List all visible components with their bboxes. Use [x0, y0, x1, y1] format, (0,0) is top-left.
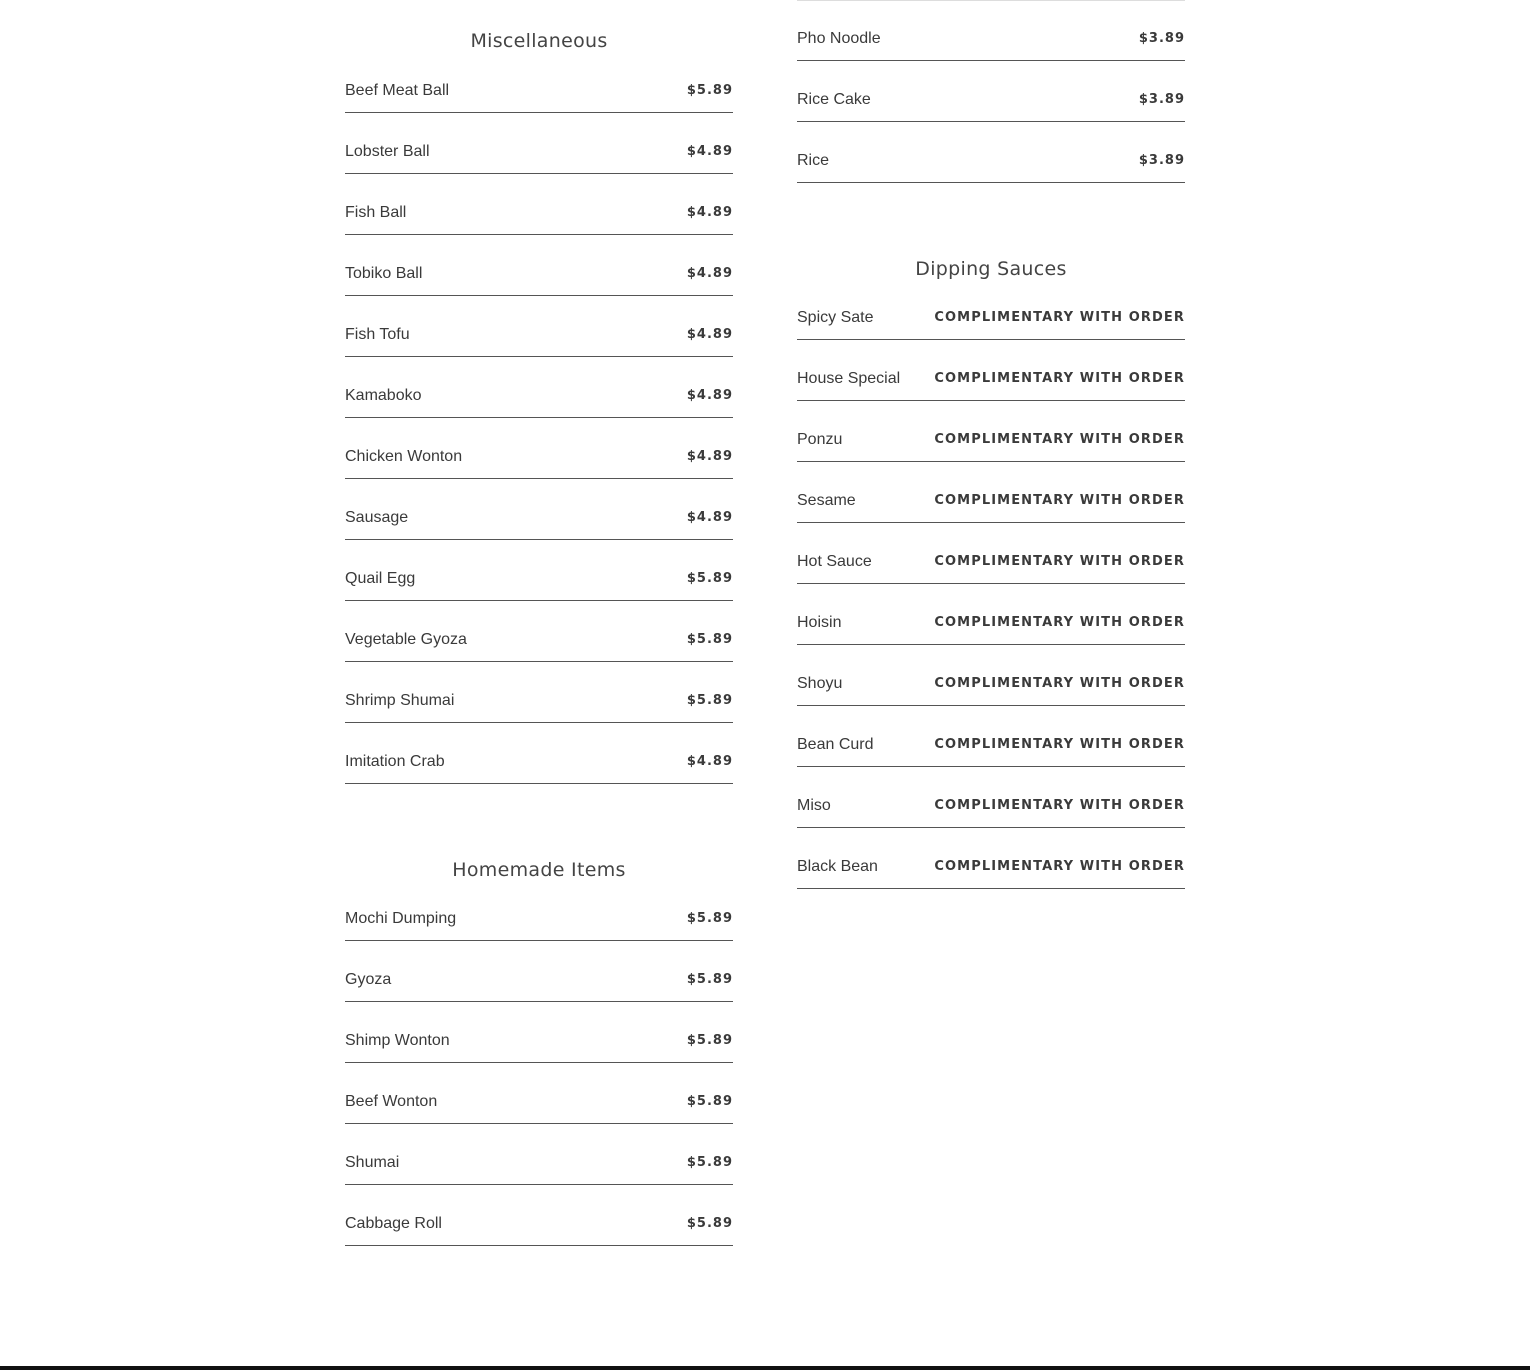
- menu-item: [345, 1145, 733, 1185]
- item-price: COMPLIMENTARY WITH ORDER: [934, 493, 1185, 508]
- item-name: Rice Cake: [797, 91, 871, 108]
- item-name: Beef Wonton: [345, 1093, 438, 1110]
- item-name: Sausage: [345, 509, 409, 526]
- item-price: $5.89: [686, 1155, 733, 1170]
- dipping-sauces-title: Dipping Sauces: [915, 258, 1067, 280]
- item-name: Mochi Dumping: [345, 910, 457, 927]
- item-price: $5.89: [686, 1033, 733, 1048]
- item-name: Vegetable Gyoza: [345, 631, 467, 648]
- item-price: $5.89: [686, 83, 733, 98]
- item-name: Hoisin: [797, 614, 842, 631]
- item-name: Shoyu: [797, 675, 843, 692]
- item-name: Ponzu: [797, 431, 843, 448]
- item-name: Gyoza: [345, 971, 392, 988]
- menu-item: [797, 666, 1185, 706]
- menu-item: [345, 622, 733, 662]
- menu-item: [797, 361, 1185, 401]
- menu-item: [797, 143, 1185, 183]
- item-name: Lobster Ball: [345, 143, 430, 160]
- item-price: COMPLIMENTARY WITH ORDER: [934, 676, 1185, 691]
- item-price: $4.89: [686, 754, 733, 769]
- item-price: COMPLIMENTARY WITH ORDER: [934, 615, 1185, 630]
- item-name: Bean Curd: [797, 736, 874, 753]
- item-price: $5.89: [686, 693, 733, 708]
- item-price: $4.89: [686, 144, 733, 159]
- item-price: COMPLIMENTARY WITH ORDER: [934, 371, 1185, 386]
- item-price: $5.89: [686, 911, 733, 926]
- menu-item: [345, 256, 733, 296]
- footer-bar: [0, 1366, 1530, 1370]
- menu-item: [797, 727, 1185, 767]
- menu-item: [797, 849, 1185, 889]
- item-price: $5.89: [686, 972, 733, 987]
- item-name: Beef Meat Ball: [345, 82, 450, 99]
- menu-item: [345, 1206, 733, 1246]
- menu-item: [797, 300, 1185, 340]
- item-price: $4.89: [686, 510, 733, 525]
- menu-item: [345, 317, 733, 357]
- item-price: COMPLIMENTARY WITH ORDER: [934, 310, 1185, 325]
- item-name: Spicy Sate: [797, 309, 874, 326]
- item-name: Rice: [797, 152, 830, 169]
- menu-item: [345, 683, 733, 723]
- item-price: COMPLIMENTARY WITH ORDER: [934, 737, 1185, 752]
- menu-item: [345, 134, 733, 174]
- item-price: $5.89: [686, 571, 733, 586]
- item-name: Sesame: [797, 492, 856, 509]
- menu-item: [345, 500, 733, 540]
- menu-item: [797, 422, 1185, 462]
- item-name: Fish Ball: [345, 204, 407, 221]
- item-name: Cabbage Roll: [345, 1215, 442, 1232]
- item-price: $3.89: [1138, 153, 1185, 168]
- item-price: $5.89: [686, 1094, 733, 1109]
- miscellaneous-title: Miscellaneous: [470, 30, 608, 52]
- item-price: $4.89: [686, 388, 733, 403]
- menu-item: [345, 1023, 733, 1063]
- menu-item: [345, 561, 733, 601]
- item-name: Chicken Wonton: [345, 448, 463, 465]
- item-price: $5.89: [686, 632, 733, 647]
- menu-item: [797, 483, 1185, 523]
- menu-item: [345, 901, 733, 941]
- menu-item: [345, 962, 733, 1002]
- menu-item: [345, 195, 733, 235]
- item-price: COMPLIMENTARY WITH ORDER: [934, 859, 1185, 874]
- item-price: COMPLIMENTARY WITH ORDER: [934, 432, 1185, 447]
- item-name: Miso: [797, 797, 831, 814]
- item-price: $4.89: [686, 266, 733, 281]
- divider: [797, 0, 1185, 1]
- item-price: COMPLIMENTARY WITH ORDER: [934, 554, 1185, 569]
- item-price: $3.89: [1138, 92, 1185, 107]
- item-price: $4.89: [686, 327, 733, 342]
- menu-item: [345, 378, 733, 418]
- item-name: Quail Egg: [345, 570, 416, 587]
- menu-item: [797, 788, 1185, 828]
- menu-item: [345, 73, 733, 113]
- item-name: Hot Sauce: [797, 553, 872, 570]
- menu-item: [797, 544, 1185, 584]
- menu-item: [797, 605, 1185, 645]
- item-price: $4.89: [686, 205, 733, 220]
- menu-item: [345, 439, 733, 479]
- item-name: Tobiko Ball: [345, 265, 423, 282]
- item-name: Black Bean: [797, 858, 878, 875]
- menu-item: [345, 744, 733, 784]
- item-name: Shimp Wonton: [345, 1032, 450, 1049]
- item-price: COMPLIMENTARY WITH ORDER: [934, 798, 1185, 813]
- item-name: Pho Noodle: [797, 30, 881, 47]
- item-name: Kamaboko: [345, 387, 422, 404]
- item-price: $3.89: [1138, 31, 1185, 46]
- menu-item: [797, 82, 1185, 122]
- menu-item: [797, 21, 1185, 61]
- item-price: $5.89: [686, 1216, 733, 1231]
- item-name: Fish Tofu: [345, 326, 410, 343]
- item-name: Shumai: [345, 1154, 400, 1171]
- menu-item: [345, 1084, 733, 1124]
- item-name: Imitation Crab: [345, 753, 445, 770]
- item-name: Shrimp Shumai: [345, 692, 455, 709]
- homemade-title: Homemade Items: [452, 859, 626, 881]
- item-price: $4.89: [686, 449, 733, 464]
- item-name: House Special: [797, 370, 901, 387]
